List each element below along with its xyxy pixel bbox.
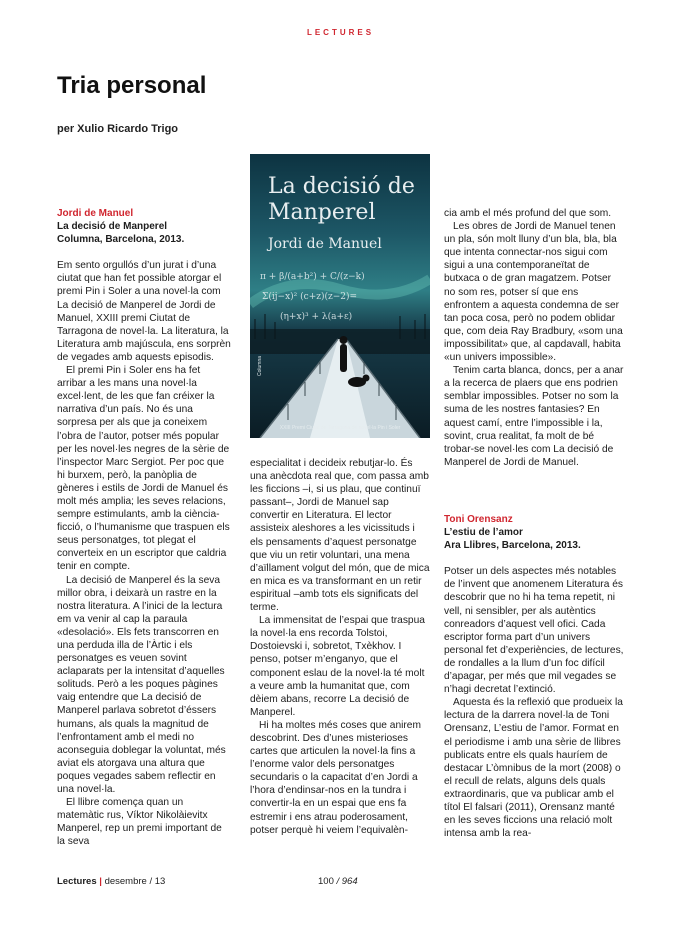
byline: per Xulio Ricardo Trigo bbox=[57, 123, 179, 135]
issue-number: / 964 bbox=[336, 876, 358, 887]
cover-author: Jordi de Manuel bbox=[268, 236, 382, 252]
review-2-publisher: Ara Llibres, Barcelona, 2013. bbox=[444, 540, 581, 552]
cover-prize: XXIII Premi Ciutat de Tarragona de novel·la Pin i Soler bbox=[279, 425, 401, 431]
col1-paragraph-4: El llibre comença quan un matemàtic rus, Víktor Nikolàievitx Manperel, rep un premi important de la seva bbox=[57, 797, 222, 848]
column-3 bbox=[444, 207, 624, 469]
article-title: Tria personal bbox=[57, 72, 207, 99]
review-1-book: La decisió de Manperel bbox=[57, 221, 168, 233]
col1-paragraph-3: La decisió de Manperel és la seva millor obra, i deixarà un rastre en la nostra literatura. A l’inici de la lectura em va venir al cap la paraula «desolació». Els fets transcorren en una perduda illa de l’Àrtic i els personatges es veuen sovint aclaparats per la intensitat d’aquelles solituds. Però a les poques pàgines vaig entendre que La decisió de Manperel parlava sobretot d’éssers humans, als quals la magnitud de l’enfrontament amb el medi no aconseguia doblegar la voluntat, més aviat els atorgava una altura que poques vegades sabem reflectir en una novel·la. bbox=[57, 574, 226, 796]
col2-paragraph-2: La immensitat de l’espai que traspua la novel·la ens recorda Tolstoi, Dostoievski i, sobretot, Txèkhov. I penso, potser m’enganyo, que el component eslau de la novel·la té molt a veure amb la humanitat que, com dèiem abans, recorre La decisió de Manperel. bbox=[250, 615, 425, 718]
col2-paragraph-3: Hi ha moltes més coses que anirem descobrint. Des d’unes misterioses cartes que articulen la novel·la fins a l’enorme valor dels personatges secundaris o la capacitat d’en Jordi a l’hora d’endinsar-nos en la tundra i convertir-la en un espai que ens fa estremir i ens atrau poderosament, potser perquè hi veiem l’equivalèn- bbox=[250, 719, 421, 836]
svg-text:Σ(ij−x)² (c+z)(z−2)=: Σ(ij−x)² (c+z)(z−2)= bbox=[262, 292, 358, 302]
col2-paragraph-1: especialitat i decideix rebutjar-lo. És una anècdota real que, com passa amb les ficcions –i, si us plau, que continuï passant–, Jordi de Manuel sap convertir en Literatura. El lector assisteix aleshores a les vicissituds i els pensaments d’aquest personatge que viu un retir voluntari, una mena d’aïllament volgut del món, que de mica en mica es va transformant en un retir espiritual –amb tots els significats del terme. bbox=[250, 458, 430, 614]
svg-text:(η+x)³ + λ(a+ε): (η+x)³ + λ(a+ε) bbox=[280, 312, 353, 322]
review-1-publisher: Columna, Barcelona, 2013. bbox=[57, 234, 185, 246]
footer-issue: desembre / 13 bbox=[104, 876, 166, 887]
col3-paragraph-5: Aquesta és la reflexió que produeix la lectura de la darrera novel·la de Toni Orensanz, L’estiu de l’amor. Format en el periodisme i amb una sèrie de llibres publicats entre els quals hauríem de destacar L’òmnibus de la mort (2008) o el recull de relats, alguns dels quals extraordinaris, que va publicar amb el títol El falsari (2011), Orensanz manté en les seves ficcions una relació molt intensa amb la rea- bbox=[444, 697, 623, 840]
footer-magazine-issue bbox=[57, 876, 165, 887]
cover-title: La decisió de Manperel bbox=[268, 174, 415, 225]
section-label: LECTURES bbox=[306, 28, 375, 37]
col1-paragraph-1: Em sento orgullós d’un jurat i d’una ciutat que han fet possible atorgar el premi Pin i Soler a una novel·la com La decisió de Manperel de Jordi de Manuel, XXIII premi Ciutat de Tarragona de novel·la. La literatura, la Literatura amb majúscula, ens sorprèn de vegades amb aquests episodis. bbox=[57, 260, 231, 363]
footer-magazine: Lectures bbox=[57, 876, 97, 887]
col1-paragraph-2: El premi Pin i Soler ens ha fet arribar a les mans una novel·la excel·lent, de les que fan créixer la narrativa d’un país. No és una sorpresa per als que ja coneixem l’obra de l’autor, potser més popular per les novel·les negres de la sèrie de l’inspector Marc Sergiot. Per poc que hi burxem, però, la panòplia de gèneres i estils de Jordi de Manuel és molt més amplia; les seves relacions, sempre estimulants, amb la ciència-ficció, o l’humanisme que traspuen els seus personatges, tot plegat el converteix en un escriptor que caldria tenir en compte. bbox=[57, 365, 230, 573]
col3-paragraph-2: Les obres de Jordi de Manuel tenen un pla, són molt lluny d’un bla, bla, bla que intenta connectar-nos sigui com sigui a una contemporaneïtat de butxaca o de gran magatzem. Potser no som res, potser sí que ens enfrontem a aquesta condemna de ser tan poca cosa, però no podem oblidar que, com deia Ray Bradbury, «som una impossibilitat» que, al capdavall, habita «un univers impossible». bbox=[444, 221, 623, 364]
svg-text:π + β/(a+b²) + C/(z−k): π + β/(a+b²) + C/(z−k) bbox=[260, 272, 365, 282]
review-2 bbox=[444, 513, 624, 840]
page-number: 100 bbox=[318, 876, 334, 887]
review-1-author: Jordi de Manuel bbox=[57, 208, 134, 219]
footer-page bbox=[318, 876, 358, 887]
book-cover-image bbox=[250, 154, 430, 438]
review-2-author: Toni Orensanz bbox=[444, 514, 513, 525]
review-2-book: L’estiu de l’amor bbox=[444, 527, 523, 539]
footer-separator: | bbox=[99, 876, 102, 887]
col3-paragraph-3: Tenim carta blanca, doncs, per a anar a la recerca de plaers que ens podrien semblar impossibles. Potser no som la suma de les nostres fantasies? En aquest camí, entre l’impossible i la, sovint, crua realitat, fa molt de bé trobar-se novel·les com La decisió de Manperel de Jordi de Manuel. bbox=[444, 365, 624, 468]
col3-paragraph-4: Potser un dels aspectes més notables de l’invent que anomenem Literatura és descobrir que no hi ha tema repetit, ni vell, ni sensibler, per als autèntics conreadors d’aquest vell ofici. Cada escriptor forma part d’un univers personal fet d’experiències, de lectures, de rondalles a la llum d’un foc difícil d’apagar, per més que mil vegades se n’hagi decretat l’extinció. bbox=[444, 566, 624, 696]
col3-paragraph-1: cia amb el més profund del que som. bbox=[444, 208, 612, 219]
cover-publisher: Columna bbox=[257, 355, 263, 376]
column-2 bbox=[250, 457, 430, 837]
column-1 bbox=[57, 207, 231, 849]
